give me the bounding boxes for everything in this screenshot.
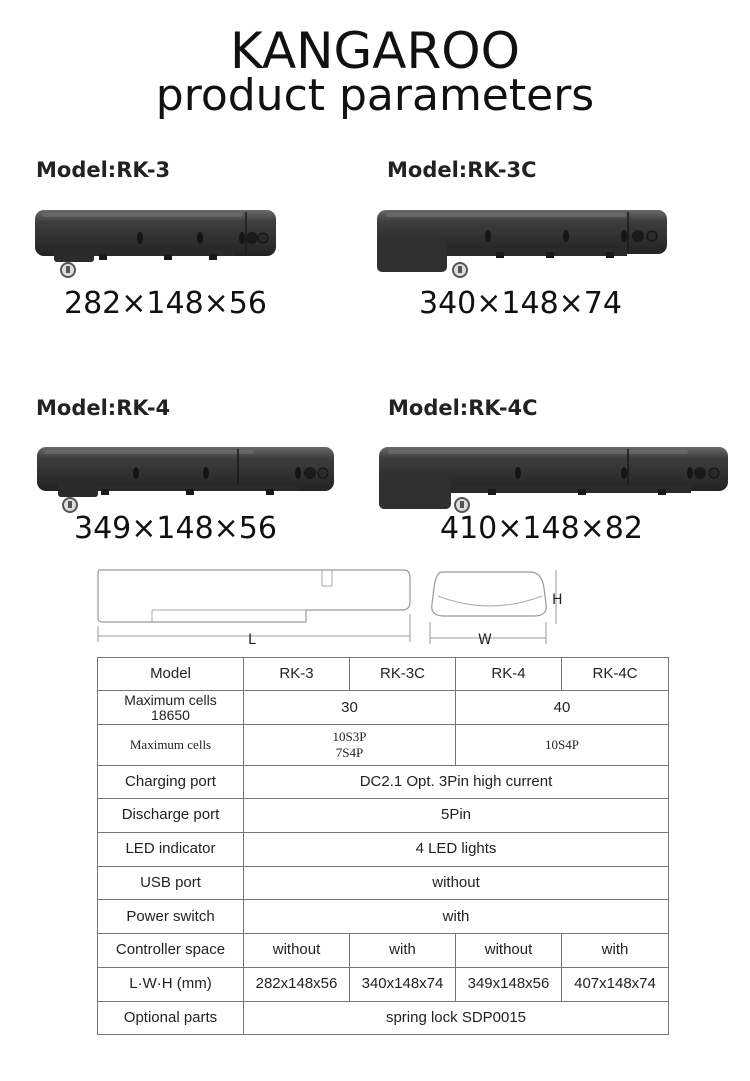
parameters-table — [97, 657, 669, 1035]
length-diagram — [92, 566, 412, 648]
table-row-max-cells-18650 — [98, 691, 669, 725]
lwh-rk4c: 407x148x74 — [562, 967, 669, 1001]
lwh-rk3: 282x148x56 — [244, 967, 350, 1001]
page-subtitle: product parameters — [155, 70, 595, 121]
controller-space-label: Controller space — [98, 934, 244, 967]
lwh-rk4: 349x148x56 — [456, 967, 562, 1001]
optional-parts-label: Optional parts — [98, 1001, 244, 1034]
table-row-charging-port — [98, 765, 669, 798]
width-letter: W — [478, 632, 492, 648]
power-switch-value: with — [244, 900, 669, 934]
max-cells-18650-label — [98, 691, 244, 725]
controller-space-rk4: without — [456, 934, 562, 967]
max-cells-config-group-a-line2: 7S4P — [335, 744, 364, 760]
optional-parts-value: spring lock SDP0015 — [244, 1001, 669, 1034]
model-label-rk4: Model:RK-4 — [36, 396, 171, 420]
table-row-lwh — [98, 967, 669, 1001]
table-row-controller-space — [98, 934, 669, 967]
led-indicator-value: 4 LED lights — [244, 832, 669, 866]
charging-port-value: DC2.1 Opt. 3Pin high current — [244, 765, 669, 798]
max-cells-config-group-b: 10S4P — [456, 725, 669, 765]
max-cells-config-label: Maximum cells — [98, 725, 244, 765]
header-rk3c: RK-3C — [350, 658, 456, 691]
led-indicator-label: LED indicator — [98, 832, 244, 866]
table-row-discharge-port — [98, 798, 669, 832]
lwh-label: L·W·H (mm) — [98, 967, 244, 1001]
table-header-row — [98, 658, 669, 691]
model-label-rk3c: Model:RK-3C — [387, 158, 537, 182]
charging-port-label: Charging port — [98, 765, 244, 798]
table-row-max-cells-config — [98, 725, 669, 765]
max-cells-18650-label-line2: 18650 — [151, 706, 190, 723]
max-cells-config-group-a — [244, 725, 456, 765]
table-row-usb-port — [98, 867, 669, 900]
battery-image-rk3 — [34, 208, 278, 280]
header-rk3: RK-3 — [244, 658, 350, 691]
battery-image-rk4 — [36, 445, 336, 517]
battery-image-rk3c — [376, 208, 668, 280]
height-letter: H — [552, 592, 563, 608]
controller-space-rk4c: with — [562, 934, 669, 967]
dims-rk3: 282×148×56 — [64, 286, 267, 321]
length-letter: L — [248, 632, 256, 648]
dims-rk4: 349×148×56 — [74, 511, 277, 546]
max-cells-18650-group-a: 30 — [244, 691, 456, 725]
discharge-port-value: 5Pin — [244, 798, 669, 832]
header-rk4c: RK-4C — [562, 658, 669, 691]
usb-port-value: without — [244, 867, 669, 900]
dims-rk4c: 410×148×82 — [440, 511, 643, 546]
discharge-port-label: Discharge port — [98, 798, 244, 832]
dims-rk3c: 340×148×74 — [419, 286, 622, 321]
header-model: Model — [98, 658, 244, 691]
model-label-rk4c: Model:RK-4C — [388, 396, 538, 420]
width-height-diagram — [424, 566, 574, 648]
header-rk4: RK-4 — [456, 658, 562, 691]
controller-space-rk3: without — [244, 934, 350, 967]
table-row-optional-parts — [98, 1001, 669, 1034]
model-label-rk3: Model:RK-3 — [36, 158, 171, 182]
controller-space-rk3c: with — [350, 934, 456, 967]
power-switch-label: Power switch — [98, 900, 244, 934]
lwh-rk3c: 340x148x74 — [350, 967, 456, 1001]
max-cells-18650-group-b: 40 — [456, 691, 669, 725]
brand-title: KANGAROO — [230, 22, 520, 80]
table-row-led-indicator — [98, 832, 669, 866]
max-cells-18650-label-line1: Maximum cells — [124, 691, 217, 708]
max-cells-config-group-a-line1: 10S3P — [332, 728, 367, 744]
table-row-power-switch — [98, 900, 669, 934]
battery-image-rk4c — [378, 445, 730, 517]
usb-port-label: USB port — [98, 867, 244, 900]
